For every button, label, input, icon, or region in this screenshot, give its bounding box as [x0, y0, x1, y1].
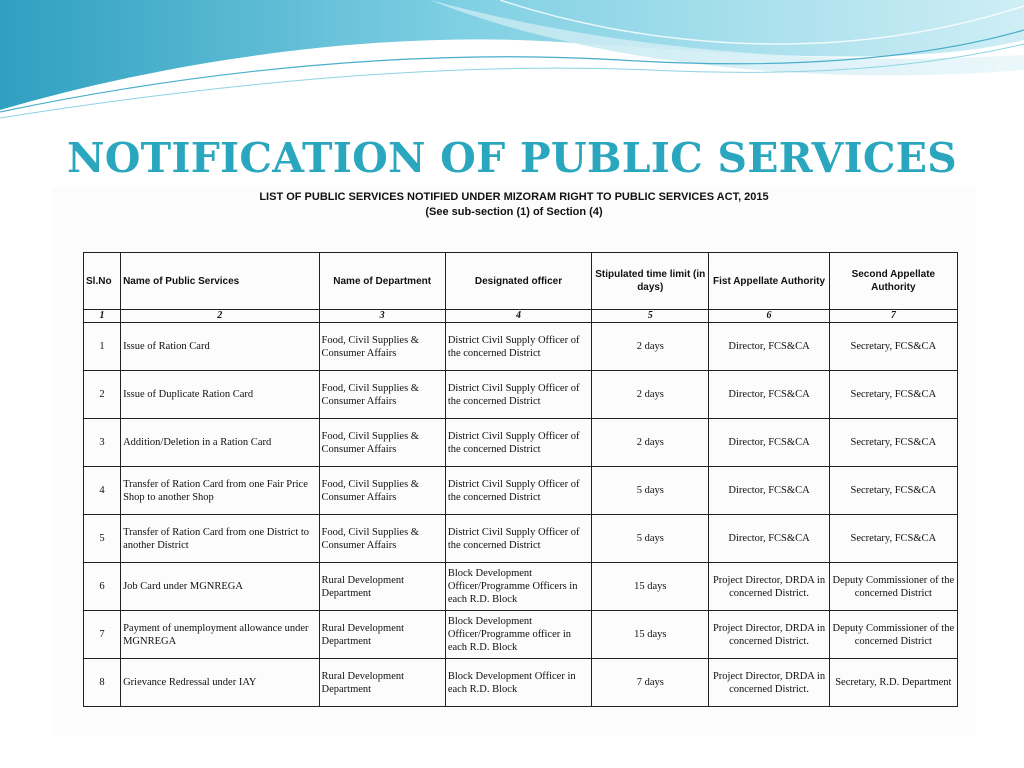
column-number: 3	[319, 310, 445, 323]
service-name: Job Card under MGNREGA	[121, 563, 319, 611]
slide-title: NOTIFICATION OF PUBLIC SERVICES	[67, 134, 957, 182]
second-appellate: Secretary, FCS&CA	[829, 371, 957, 419]
designated-officer: Block Development Officer/Programme officer in each R.D. Block	[445, 611, 591, 659]
service-name: Addition/Deletion in a Ration Card	[121, 419, 319, 467]
first-appellate: Director, FCS&CA	[709, 467, 829, 515]
time-limit: 5 days	[592, 467, 709, 515]
department: Food, Civil Supplies & Consumer Affairs	[319, 515, 445, 563]
time-limit: 2 days	[592, 419, 709, 467]
service-name: Issue of Ration Card	[121, 323, 319, 371]
first-appellate: Director, FCS&CA	[709, 323, 829, 371]
designated-officer: Block Development Officer in each R.D. Block	[445, 659, 591, 707]
designated-officer: District Civil Supply Officer of the concerned District	[445, 419, 591, 467]
service-name: Payment of unemployment allowance under MGNREGA	[121, 611, 319, 659]
column-number: 4	[445, 310, 591, 323]
table-row	[84, 467, 958, 515]
time-limit: 15 days	[592, 563, 709, 611]
service-name: Issue of Duplicate Ration Card	[121, 371, 319, 419]
scanned-document	[52, 187, 976, 735]
table-row	[84, 371, 958, 419]
second-appellate: Secretary, FCS&CA	[829, 323, 957, 371]
document-heading: LIST OF PUBLIC SERVICES NOTIFIED UNDER MIZORAM RIGHT TO PUBLIC SERVICES ACT, 2015	[259, 191, 769, 203]
table-row	[84, 611, 958, 659]
service-name: Transfer of Ration Card from one Fair Price Shop to another Shop	[121, 467, 319, 515]
first-appellate: Project Director, DRDA in concerned District.	[709, 563, 829, 611]
designated-officer: District Civil Supply Officer of the concerned District	[445, 515, 591, 563]
time-limit: 5 days	[592, 515, 709, 563]
department: Food, Civil Supplies & Consumer Affairs	[319, 371, 445, 419]
department: Food, Civil Supplies & Consumer Affairs	[319, 323, 445, 371]
table-row	[84, 659, 958, 707]
column-number: 5	[592, 310, 709, 323]
second-appellate: Deputy Commissioner of the concerned District	[829, 611, 957, 659]
department: Rural Development Department	[319, 611, 445, 659]
designated-officer: District Civil Supply Officer of the concerned District	[445, 323, 591, 371]
table-row	[84, 515, 958, 563]
column-header: Stipulated time limit (in days)	[592, 253, 709, 310]
second-appellate: Secretary, R.D. Department	[829, 659, 957, 707]
second-appellate: Secretary, FCS&CA	[829, 467, 957, 515]
serial-number: 8	[84, 659, 121, 707]
column-number: 1	[84, 310, 121, 323]
serial-number: 7	[84, 611, 121, 659]
column-header: Sl.No	[84, 253, 121, 310]
table-row	[84, 563, 958, 611]
time-limit: 2 days	[592, 371, 709, 419]
designated-officer: Block Development Officer/Programme Officers in each R.D. Block	[445, 563, 591, 611]
first-appellate: Project Director, DRDA in concerned District.	[709, 611, 829, 659]
public-services-table	[83, 252, 958, 707]
table-header-row	[84, 253, 958, 310]
column-number: 6	[709, 310, 829, 323]
time-limit: 7 days	[592, 659, 709, 707]
second-appellate: Secretary, FCS&CA	[829, 515, 957, 563]
serial-number: 1	[84, 323, 121, 371]
serial-number: 4	[84, 467, 121, 515]
department: Rural Development Department	[319, 659, 445, 707]
column-header: Second Appellate Authority	[829, 253, 957, 310]
column-number: 7	[829, 310, 957, 323]
serial-number: 2	[84, 371, 121, 419]
document-subheading: (See sub-section (1) of Section (4)	[425, 206, 603, 218]
designated-officer: District Civil Supply Officer of the concerned District	[445, 467, 591, 515]
designated-officer: District Civil Supply Officer of the concerned District	[445, 371, 591, 419]
department: Food, Civil Supplies & Consumer Affairs	[319, 419, 445, 467]
column-header: Name of Public Services	[121, 253, 319, 310]
first-appellate: Director, FCS&CA	[709, 419, 829, 467]
first-appellate: Director, FCS&CA	[709, 371, 829, 419]
column-header: Name of Department	[319, 253, 445, 310]
service-name: Grievance Redressal under IAY	[121, 659, 319, 707]
serial-number: 5	[84, 515, 121, 563]
column-header: Fist Appellate Authority	[709, 253, 829, 310]
table-row	[84, 419, 958, 467]
first-appellate: Director, FCS&CA	[709, 515, 829, 563]
column-number-row	[84, 310, 958, 323]
second-appellate: Deputy Commissioner of the concerned District	[829, 563, 957, 611]
header-wave-decoration	[0, 0, 1024, 125]
second-appellate: Secretary, FCS&CA	[829, 419, 957, 467]
time-limit: 15 days	[592, 611, 709, 659]
department: Food, Civil Supplies & Consumer Affairs	[319, 467, 445, 515]
serial-number: 3	[84, 419, 121, 467]
department: Rural Development Department	[319, 563, 445, 611]
first-appellate: Project Director, DRDA in concerned District.	[709, 659, 829, 707]
column-header: Designated officer	[445, 253, 591, 310]
service-name: Transfer of Ration Card from one District to another District	[121, 515, 319, 563]
serial-number: 6	[84, 563, 121, 611]
table-row	[84, 323, 958, 371]
column-number: 2	[121, 310, 319, 323]
time-limit: 2 days	[592, 323, 709, 371]
